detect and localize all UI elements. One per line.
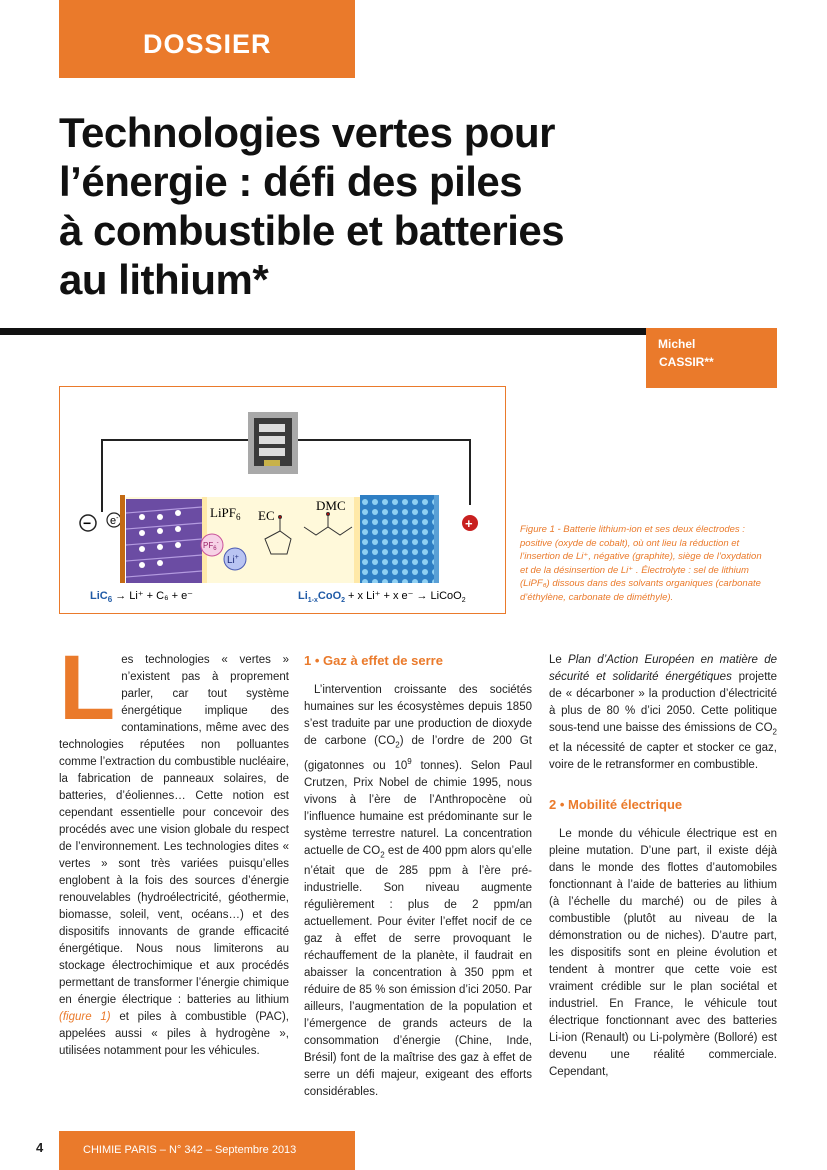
article-title xyxy=(59,108,719,304)
journal-reference: CHIMIE PARIS – N° 342 – Septembre 2013 xyxy=(83,1144,297,1156)
battery-diagram xyxy=(60,387,507,615)
ec-label: EC xyxy=(258,508,275,523)
figure-1 xyxy=(59,386,506,614)
title-line-1: Technologies vertes pour xyxy=(59,109,555,156)
dmc-label: DMC xyxy=(316,498,346,513)
section-heading-greenhouse: 1 • Gaz à effet de serre xyxy=(304,653,443,668)
electron-marker xyxy=(107,513,121,527)
column-3-paragraph-1 xyxy=(549,652,777,774)
title-line-2: l’énergie : défi des piles xyxy=(59,158,523,205)
section-heading-mobility: 2 • Mobilité électrique xyxy=(549,797,683,813)
column-3-paragraph-2: Le monde du véhicule électrique est en pleine mutation. D’une part, il existe déjà dans le monde des flottes d’automobiles fonctionnant à l’aide de batteries au lithium (à l’échelle du marché) ou de piles à combustible (plutôt au niveau de la démonstration ou de niches). D’autre part, les dispositifs sont en pleine évolution et tendent à montrer que cette voie est vraiment crédible sur le plan sociétal et industriel. En France, le véhicule tout électrique fonctionnant avec des batteries Li-ion (Renault) ou Li-polymère (Bolloré) est devenu une réalité commerciale. Cependant, xyxy=(549,828,777,1079)
anode-reaction: LiC$_6$ → Li⁺ + C₆ + e⁻ xyxy=(90,590,193,604)
exponent-9: 9 xyxy=(407,757,412,767)
negative-sign: − xyxy=(83,515,92,531)
figure-caption xyxy=(520,523,765,604)
title-line-4: au lithium* xyxy=(59,256,269,303)
anode-graphite xyxy=(126,499,202,583)
author-last-name: CASSIR** xyxy=(659,355,714,369)
column-1-text-end: et piles à combustible (PAC), appelées aussi « piles à hydrogène », utilisées notamment pour les véhicules. xyxy=(59,1011,289,1057)
column-1-text-start: es technologies « vertes » n’existent pas à proprement parler, car tout système énergétique implique des contaminations, même avec des technologies réputées non polluantes comme l’extraction du combustible nucléaire, la fabrication de panneaux solaires, de batteries, d’éoliennes… Cette notion est cependant essentielle pour concevoir des procédés avec une vision globale du respect de l’environnement. Les technologies dites « vertes » sont très variées puisqu’elles englobent à la fois des sources d’énergie renouvelables (hydroélectricité, géothermie, biomasse, soleil, vent, océans…) et des dispositifs innovants de grande efficacité énergétique. Nous nous limiterons au stockage électrochimique et aux procédés permettant de transformer l’énergie chimique en énergie électrique : batteries au lithium xyxy=(59,654,289,1006)
col2-text-a: L’intervention croissante des sociétés humaines sur les écosystèmes depuis 1850 s’est traduite par une production de dioxyde de carbone (CO xyxy=(304,684,532,747)
col2-text-b: ) de l’ordre de 200 Gt (gigatonnes ou 10 xyxy=(304,735,532,773)
title-line-3: à combustible et batteries xyxy=(59,207,565,254)
device-image xyxy=(248,412,298,474)
section-tab xyxy=(59,0,355,78)
figure-caption-text: Batterie lithium-ion et ses deux électrodes : positive (oxyde de cobalt), où ont lieu la réduction et l’insertion de Li⁺, négative (graphite), siège de l’oxydation et de la désinsertion de Li⁺ . Électrolyte : sel de lithium (LiPF₆) dissous dans des solvants organiques (carbonate d’éthylène, carbonate de diméthyle). xyxy=(520,524,762,603)
title-divider xyxy=(0,328,646,335)
author-first-name: Michel xyxy=(658,337,696,351)
pf6-ion-label: $PF_6^-$ xyxy=(203,540,219,552)
figure-caption-label: Figure 1 - xyxy=(520,524,561,535)
col3-text-mid: projette de « décarboner » la production d’électricité à plus de 80 % d’ici 2050. Cette politique sous-tend une baisse des émissions de CO xyxy=(549,671,777,734)
separator-right xyxy=(354,497,360,583)
co2-subscript-b: 2 xyxy=(380,850,385,860)
co2-subscript: 2 xyxy=(395,740,400,750)
column-3 xyxy=(549,652,777,1081)
col2-text-d: est de 400 ppm alors qu’elle n’était que de 285 ppm à l’ère pré-industrielle. Son niveau augmente régulièrement : plus de 2 ppm/an actuellement. Pour éviter l’effet nocif de ce gaz à effet de serre provoquant le réchauffement de la planète, il faudrait en abaisser la concentration à 350 ppm et réduire de 85 % son émission d’ici 2050. Par ailleurs, l’augmentation de la population et l’émergence de grands acteurs de la consommation d’énergie (Chine, Inde, Brésil) font de la maîtrise des gaz à effet de serre un défi majeur, exigeant des efforts considérables. xyxy=(304,845,532,1099)
lipf6-label: LiPF$_6$ xyxy=(210,505,241,522)
col3-text-end: et la nécessité de capter et stocker ce gaz, voire de le retransformer en combustible. xyxy=(549,742,777,772)
col3-plan-title: Plan d’Action Européen en matière de sécurité et solidarité énergétiques xyxy=(549,654,777,683)
col2-text-c: tonnes). Selon Paul Crutzen, Prix Nobel de chimie 1995, nous vivons à l’ère de l’Anthropocène où l’influence humaine est prédominante sur le système terrestre naturel. La concentration actuelle de CO xyxy=(304,760,532,858)
drop-cap: L xyxy=(59,637,116,739)
cathode-oxide xyxy=(360,495,434,583)
cathode-collector xyxy=(434,495,439,583)
col3-text-start: Le xyxy=(549,654,562,666)
section-label: DOSSIER xyxy=(143,29,272,59)
li-ion-label: Li+ xyxy=(227,554,239,566)
positive-sign: + xyxy=(465,516,473,531)
column-2 xyxy=(304,652,532,1101)
column-2-paragraph xyxy=(304,682,532,1101)
electron-label: e- xyxy=(110,515,119,527)
cathode-reaction: $Li_{1-x}CoO_2 + x$ Li⁺ + x e⁻ → LiCoO$_2$ xyxy=(298,590,466,604)
page-number: 4 xyxy=(36,1140,44,1155)
figure-reference-link[interactable]: (figure 1) xyxy=(59,1011,111,1023)
column-1 xyxy=(59,637,289,1060)
author-box xyxy=(646,328,777,388)
anode-collector xyxy=(120,495,125,583)
footer-band xyxy=(59,1131,355,1170)
co2-subscript-c: 2 xyxy=(772,727,777,737)
